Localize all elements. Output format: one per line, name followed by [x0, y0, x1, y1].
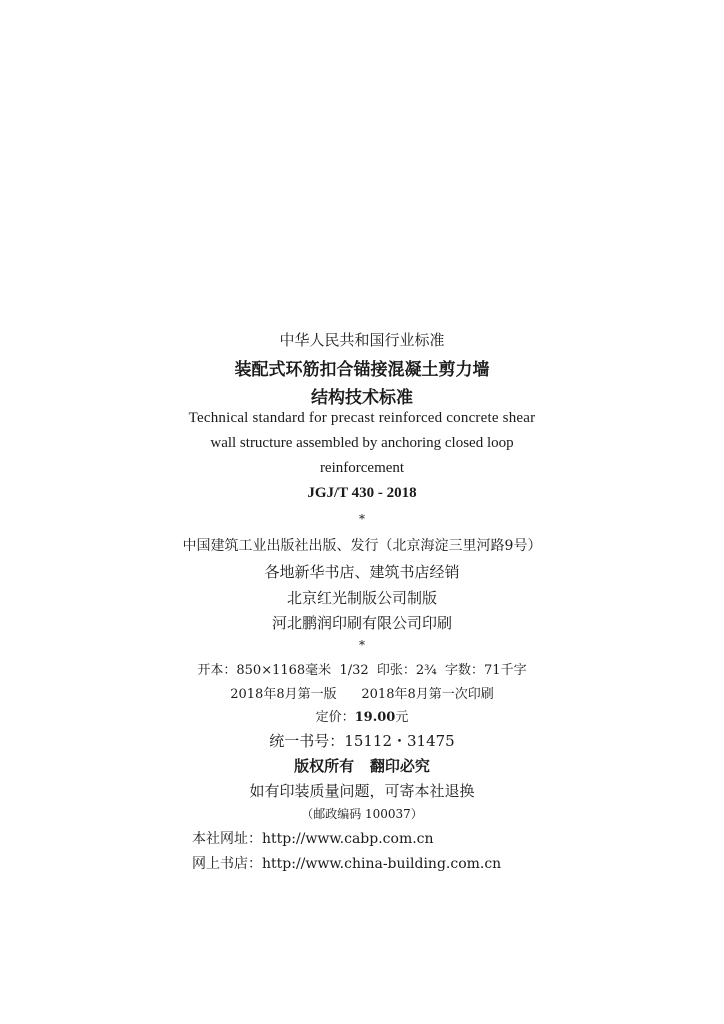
- standard-code: JGJ/T 430 - 2018: [307, 485, 417, 501]
- distributor-line: 各地新华书店、建筑书店经销: [264, 563, 460, 581]
- return-notice: 如有印装质量问题，可寄本社退换: [249, 782, 475, 800]
- english-title-line-1: Technical standard for precast reinforced concrete shear: [188, 410, 536, 426]
- separator-asterisk: *: [359, 638, 365, 652]
- isbn-line: 统一书号：15112・31475: [269, 732, 455, 750]
- price-unit: 元: [395, 710, 409, 725]
- copyright-notice: 版权所有 翻印必究: [294, 757, 430, 775]
- standard-title-line-2: 结构技术标准: [311, 388, 413, 408]
- price-label: 定价：: [315, 710, 355, 725]
- standard-category: 中华人民共和国行业标准: [279, 331, 445, 349]
- printer-line: 河北鹏润印刷有限公司印刷: [271, 614, 452, 632]
- plate-maker-line: 北京红光制版公司制版: [286, 589, 437, 607]
- separator-asterisk: *: [359, 512, 365, 526]
- edition-line: 2018年8月第一版 2018年8月第一次印刷: [230, 687, 494, 702]
- online-bookstore-line: 网上书店：http://www.china-building.com.cn: [192, 856, 502, 872]
- english-title-line-3: reinforcement: [319, 460, 405, 476]
- price-line: [0, 706, 724, 725]
- english-title-line-2: wall structure assembled by anchoring closed loop: [210, 435, 514, 451]
- standard-title-line-1: 装配式环筋扣合锚接混凝土剪力墙: [234, 360, 490, 380]
- format-line: 开本：850×1168毫米 1/32 印张：2¾ 字数：71千字: [197, 663, 527, 678]
- postcode-line: （邮政编码 100037）: [301, 807, 423, 821]
- publisher-website-line: 本社网址：http://www.cabp.com.cn: [192, 831, 434, 847]
- price-value: 19.00: [354, 710, 396, 725]
- publisher-line: 中国建筑工业出版社出版、发行（北京海淀三里河路9号）: [182, 538, 542, 554]
